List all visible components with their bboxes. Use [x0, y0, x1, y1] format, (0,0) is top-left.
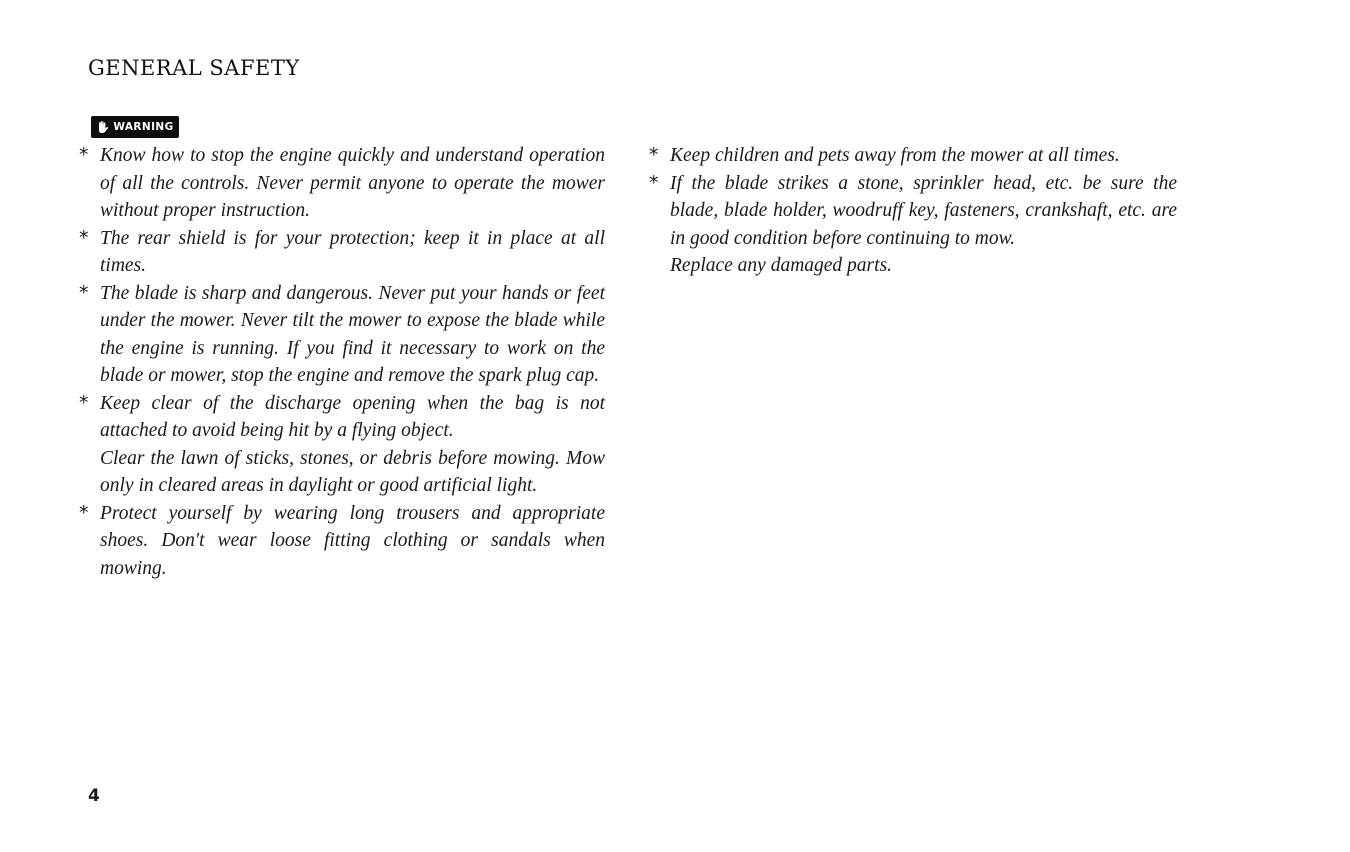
asterisk-bullet: * — [79, 226, 89, 249]
asterisk-bullet: * — [649, 144, 659, 166]
safety-item — [647, 170, 1177, 253]
safety-item-continued — [77, 445, 605, 500]
right-safety-list — [647, 142, 1177, 280]
asterisk-bullet: * — [649, 171, 659, 194]
safety-item-text: Keep children and pets away from the mower at all times. — [670, 145, 1120, 166]
safety-item-text: If the blade strikes a stone, sprinkler head, etc. be sure the blade, blade holder, woodruff key, fasteners, crankshaft, etc. are in good condition before continuing to mow. — [670, 172, 1177, 249]
asterisk-bullet: * — [79, 391, 89, 414]
safety-item-text: Know how to stop the engine quickly and understand operation of all the controls. Never permit anyone to operate the mower without proper instruction. — [100, 145, 605, 221]
left-safety-list — [77, 142, 605, 582]
warning-badge — [91, 116, 179, 138]
asterisk-bullet: * — [79, 144, 89, 166]
safety-item-text: Clear the lawn of sticks, stones, or debris before mowing. Mow only in cleared areas in daylight or good artificial light. — [100, 447, 605, 496]
safety-item — [77, 225, 605, 280]
safety-item-continued — [647, 252, 1177, 280]
safety-item — [77, 500, 605, 583]
asterisk-bullet: * — [79, 501, 89, 524]
hand-warning-icon — [96, 120, 110, 134]
safety-item — [77, 390, 605, 445]
safety-item-text: The rear shield is for your protection; keep it in place at all times. — [100, 227, 605, 276]
safety-item-text: Keep clear of the discharge opening when the bag is not attached to avoid being hit by a flying object. — [100, 392, 605, 441]
safety-item — [77, 142, 605, 225]
safety-item-text: The blade is sharp and dangerous. Never put your hands or feet under the mower. Never tilt the mower to expose the blade while the engine is running. If you find it necessary to work on the blade or mower, stop the engine and remove the spark plug cap. — [100, 282, 605, 386]
page-number: 4 — [88, 786, 100, 806]
safety-item-text: Protect yourself by wearing long trousers and appropriate shoes. Don't wear loose fitting clothing or sandals when mowing. — [100, 502, 605, 579]
safety-item — [647, 142, 1177, 170]
section-title: GENERAL SAFETY — [88, 56, 300, 80]
safety-item-text: Replace any damaged parts. — [670, 255, 893, 276]
safety-item — [77, 280, 605, 390]
warning-label: WARNING — [113, 121, 174, 133]
asterisk-bullet: * — [79, 281, 89, 304]
